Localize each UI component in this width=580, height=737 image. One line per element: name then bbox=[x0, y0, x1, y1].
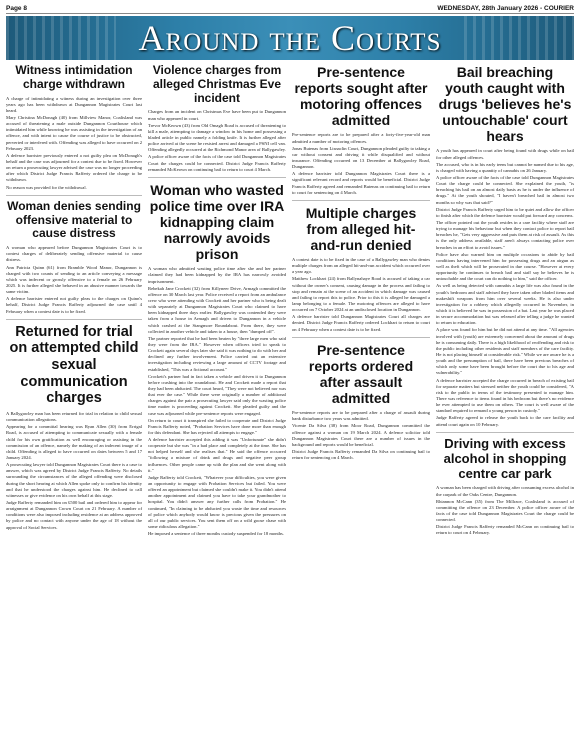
paragraph: Judge Rafferty remanded him on £500 bail and ordered him to appear for arraignment at Dungannon Crown Court on 21 February. A number of conditions were also imposed including residence at an address approved by police and no contact with anyone under the age of 18 without the approval of Social Services. bbox=[6, 499, 142, 530]
headline: Woman who wasted police time over IRA kidnapping claim narrowly avoids prison bbox=[149, 181, 285, 263]
story-body bbox=[436, 485, 574, 536]
story-witness bbox=[6, 64, 142, 196]
paragraph: Pre-sentence reports are to be prepared after a charge of assault during bank disturbance two years was admitted. bbox=[292, 410, 430, 422]
section-banner bbox=[6, 16, 574, 60]
paragraph: On return to court it transpired she failed to cooperate and District Judge Francis Rafferty noted, "Probation Services have done more than enough for this defendant. She has rejected all attempts to engage." bbox=[148, 417, 286, 435]
story-body bbox=[6, 245, 142, 315]
paragraph: A youth has appeared in court after being found with drugs while on bail for other alleged offences. bbox=[436, 148, 574, 160]
column-3 bbox=[292, 64, 430, 469]
paragraph: Charges from an incident on Christmas Eve have been put to Dungannon man who appeared in court. bbox=[148, 109, 286, 121]
headline: Woman denies sending offensive material to cause distress bbox=[7, 198, 141, 241]
paragraph: No reason was provided for the withdrawal. bbox=[6, 184, 87, 190]
banner-decoration bbox=[464, 16, 574, 60]
paragraph: Pre-sentence reports are to be prepared after a forty-five-year-old man admitted a number of motoring offences. bbox=[292, 132, 430, 144]
story-body bbox=[148, 266, 286, 537]
paragraph: A defence barrister accepted the charge occurred in breach of existing bail for separate matters but stressed neither the youth could be considered, "A risk to the public in terms of the testimony presented to manage him. There was reference to items found in his bedroom but there's no evidence he ever attempted to use them on others. The court is well aware of the standard required to remand a young person in custody." bbox=[436, 377, 574, 414]
headline: Returned for trial on attempted child sexual communication charges bbox=[9, 323, 139, 407]
headline: Pre-sentence reports sought after motoring offences admitted bbox=[294, 64, 428, 129]
story-presentence-assault bbox=[292, 342, 430, 466]
headline: Bail breaching youth caught with drugs 'believes he's untouchable' court hears bbox=[438, 64, 572, 145]
paragraph: Trevor McKeown (43) from Old Omagh Road is accused of threatening to kill a male, attempting to damage a window in his home and possessing a bladed article in public namely a folding knife. It is further alleged after police arrived at the scene he resisted arrest and damaged a PSNI cell van. Offending allegedly occurred at the Richmond Manor area of Ballygawley. bbox=[148, 122, 286, 153]
story-body bbox=[436, 148, 574, 427]
paragraph: A contest date is to be fixed in the case of a Ballygawley man who denies multiple charges from an alleged hit-and-run accident which occurred over a year ago. bbox=[292, 257, 430, 275]
paragraph: District Judge Francis Rafferty urged him to be quiet and allow the officer to finish after which the defence barrister would put forward any concerns. bbox=[436, 206, 574, 218]
paragraph: A defence barrister told Dungannon Magistrates Court there is a significant relevant record and reports would be beneficial. District Judge Francis Rafferty agreed and remanded Butenas on continuing bail to return to court for sentencing on 4 March. bbox=[292, 171, 430, 195]
paragraph: Judge Rafferty told Crockett, "Whatever your difficulties, you were given an opportunity to engage with Probation Services but failed. You were offered an appointment but claimed she couldn't make it. You didn't attend another appointment and claimed you have to take your grandmother to hospital. You didn't answer any further calls from Probation." He continued, "In claiming to be abducted you waste the time and resources of police which anybody would know is precious given the pressures on all of our public services. You sent them off on a wild goose chase with some ridiculous allegation." bbox=[148, 474, 286, 530]
headline: Driving with excess alcohol in shopping centre car park bbox=[443, 435, 567, 481]
paragraph: Police have also warned him on multiple occasions to abide by bail conditions having intervened him for possessing drugs and an airgun as well as theft which will be prosecuted in due course. "However at every opportunity he continues to breach bail and staff say he believes he is untouchable and the court can do nothing to him," said the officer. bbox=[436, 251, 574, 282]
paragraph: A defence barrister entered not guilty pleas to the charges on Quinn's behalf, District Judge Francis Rafferty adjourned the case until 4 February when a contest date is to be fixed. bbox=[6, 296, 142, 314]
story-body bbox=[148, 109, 286, 172]
paragraph: District Judge Francis Rafferty remanded McCann on continuing bail to return to court on 4 February. bbox=[436, 524, 574, 536]
paragraph: A charge of intimidating a witness during an investigation over three years ago has been withdrawn at Dungannon Magistrates Court last heard. bbox=[6, 95, 142, 113]
paragraph: As well as being detected with cannabis a large life was also found in the youth's bedroom and staff advised they have taken other bladed items and makeshift weapons from him over several weeks. He is also under investigation for a robbery which allegedly occurred in November, in which it is believed he was in possession of a bat. Last year he was placed in secure accommodation but was released after telling a judge he wanted to return to education. bbox=[436, 283, 574, 326]
paragraph: The accused, who is in his early teens but cannot be named due to his age, is charged with having a quantity of cannabis on 26 January. bbox=[436, 161, 574, 173]
paragraph: A defence barrister previously entered a not guilty plea on McDonagh's behalf and the case was adjourned for a contest due to be fixed. However on return a prosecuting lawyer advised the case was no longer proceeding after which District Judge Francis Rafferty ordered the charge to be withdrawn. bbox=[6, 152, 142, 183]
paragraph: The partner reported that he had been beaten by "three large men who said they were from the IRA." However when officers tried to speak to Crockett again several days later she said it was nothing to do with her and declined any further involvement. Police carried out an extensive investigation including reviewing a large amount of CCTV footage and established, "This was a fictional account." bbox=[148, 335, 286, 372]
paragraph: Vicente Da Silva (38) from Moor Road, Dungannon committed the offence against a woman on 19 March 2024. A defence solicitor told Dungannon Magistrates Court there are a number of issues in the background and reports would be beneficial. bbox=[292, 423, 430, 447]
paragraph: Ann Patricia Quinn (61) from Bramble Wood Manor, Dungannon is charged with two counts of sending to an article conveying a message which was indecent or grossly offensive to a female on 26 February 2025. It is further alleged she behaved in an abusive manner towards the same victim. bbox=[6, 264, 142, 295]
banner-title: Around the Courts bbox=[138, 18, 442, 58]
story-multiple bbox=[292, 205, 430, 338]
paragraph: A woman who appeared before Dungannon Magistrates Court is to contest charges of deliberately sending offensive material to cause distress. bbox=[6, 245, 142, 263]
headline: Witness intimidation charge withdrawn bbox=[15, 63, 133, 91]
paragraph: Matthew Lockhart (24) from Ballynahaye Road is accused of taking a car without the owner's consent, causing damage in the process and failing to stop and remain at the scene of an accident in which damage was caused and failing to report this to police. Prior to this it is alleged he damaged a lamp belonging to a female. The motoring offences are alleged to have occurred on 7 October 2024 at an undisclosed location in Dungannon. bbox=[292, 276, 430, 313]
paragraph: A defence barrister accepted this adding it was "Unfortunate" she didn't cooperate but she was "in a bad place and completely at the time. She has not helped herself and she realises that." He said the offence occurred "following a mixture of drink and drugs and negative peer group influences. Other people came up with the plan and she went along with it." bbox=[148, 437, 286, 473]
paragraph: Rebekah Jane Crockett (32) from Killyneer Drive, Armagh committed the offence on 30 March last year. Police received a report from an ambulance crew who were attending with Crockett and her partner who is being dealt with separately at Dungannon Magistrates Court who claimed to have been kidnapped three days earlier. Ballygawley was contended they were taken from a house in Armagh and driven to Dungannon in a vehicle which crashed at the Stangmore Roundabout. From there, they were collected in another vehicle and taken to a house, then "dumped off". bbox=[148, 285, 286, 334]
column-1 bbox=[6, 64, 142, 539]
paragraph: Appearing for a committal hearing was Ryan Allen (30) from Errigal Road, is accused of attempting to communicate sexually with a female child for his own gratification as well encouraging or assisting in the commission of an offence, namely the making of an indecent image of a child. Offending is alleged to have occurred on dates between 5 and 17 January 2024. bbox=[6, 424, 142, 460]
paragraph: Crockett's partner had in fact taken a vehicle and driven it to Dungannon before crashing into the roundabout. He and Crockett made a report that they had been abducted. The court heard, "They were not believed nor was that ever the case." While there were originally a number of additional charges against the pair a prosecuting lawyer said only the wasting police time matter is proceeding against Crockett. She pleaded guilty and the case was adjourned while pre-sentence reports were engaged. bbox=[148, 373, 286, 416]
paragraph: A woman has been charged with driving after consuming excess alcohol in the carpark of the Oaks Centre, Dungannon. bbox=[436, 485, 574, 497]
paragraph: A place was found for him but he did not attend at any time. "All agencies involved with (youth) are extremely concerned about the amount of drugs he is consuming daily. There is a high likelihood of reoffending and risk to the public including other residents and staff members of the care facility. He is not placing himself at considerable risk." While we are aware he is a youth and the presumption of bail, there have been previous breaches of which only some have been brought before the court due to his age and vulnerability." bbox=[436, 327, 574, 376]
column-4 bbox=[436, 64, 574, 545]
headline: Violence charges from alleged Christmas Eve incident bbox=[152, 63, 282, 105]
paragraph: A police officer aware of the facts of the case told Dungannon Magistrates Court the charges could be connected. District Judge Francis Rafferty remanded McKeown on continuing bail to return to court 4 March. bbox=[148, 154, 286, 172]
page-header bbox=[6, 4, 574, 14]
paragraph: A defence barrister told Dungannon Magistrates Court all charges are denied. District Judge Francis Rafferty ordered Lockhart to return to court on 4 February when a contest date is to be fixed. bbox=[292, 314, 430, 332]
story-body bbox=[292, 410, 430, 461]
story-returned bbox=[6, 324, 142, 535]
paragraph: Jonas Butenas from Lisnaclin Court, Dungannon pleaded guilty to taking a car without consent and driving it while disqualified and without insurance. Offending occurred on 13 December at Ballygawley Road, Dungannon. bbox=[292, 145, 430, 170]
story-woman-ira bbox=[148, 182, 286, 542]
paragraph: A woman who admitted wasting police time after she and her partner claimed they had been kidnapped by the IRA has narrowly avoided imprisonment. bbox=[148, 266, 286, 284]
story-bail bbox=[436, 64, 574, 433]
story-body bbox=[6, 96, 142, 191]
column-2 bbox=[148, 64, 286, 545]
story-body bbox=[6, 411, 142, 531]
story-body bbox=[292, 132, 430, 195]
story-violence bbox=[148, 64, 286, 178]
page-number: Page 8 bbox=[6, 5, 27, 12]
headline: Multiple charges from alleged hit-and-run denied bbox=[305, 204, 417, 253]
story-presentence-motoring bbox=[292, 64, 430, 201]
paragraph: The officer pointed out the youth resides in a care facility where staff are trying to manage his behaviour but when they contact police to report bail breaches he, "Gets very aggressive and puts them at risk of assault. As this is the only address available, staff aren't always contacting police over breaches in an effort to avoid issues." bbox=[436, 220, 574, 250]
paragraph: Judge Rafferty agreed to release the youth back to the care facility and attend court again on 10 February. bbox=[436, 415, 574, 427]
banner-decoration bbox=[6, 16, 116, 60]
paragraph: A Ballygawley man has been returned for trial in relation to child sexual communication allegations. bbox=[6, 411, 142, 423]
story-woman-offensive bbox=[6, 200, 142, 320]
paragraph: A prosecuting lawyer told Dungannon Magistrates Court there is a case to answer, which was agreed by District Judge Francis Rafferty. No details surrounding the circumstances of the alleged offending were disclosed during the short hearing at which Allen spoke only to confirm his identity and that he understood the charges against him. He declined to call witnesses or give evidence on his own behalf at this stage. bbox=[6, 462, 142, 498]
paragraph: Mary Christina McDonagh (40) from Millview Manor, Coalisland was accused of threatening a male outside Dungannon Courthouse which intimidated him while knowing he was assisting in the investigation of an offence, and with intent to cause the course of justice to be obstructed, perverted or interfered with. Offending was alleged to have occurred on 2 February 2023. bbox=[6, 115, 142, 151]
paragraph: Rhiannon McCann (35) from The Millrace, Coalisland is accused of committing the offence on 23 December. A police officer aware of the facts of the case told Dungannon Magistrates Court the charge could be connected. bbox=[436, 498, 574, 523]
issue-date: WEDNESDAY, 28th January 2026 - COURIER bbox=[437, 5, 574, 12]
paragraph: A police officer aware of the facts of the case told Dungannon Magistrates Court the charge could be connected. She explained the youth, "is breaching his bail on an almost daily basis as he is under the influence of drugs." At the youth shouted, "I haven't breached bail in almost two months so why was that said?" bbox=[436, 175, 574, 205]
headline: Pre-sentence reports ordered after assault admitted bbox=[308, 341, 414, 407]
story-body bbox=[292, 257, 430, 333]
paragraph: He imposed a sentence of three months custody suspended for 18 months. bbox=[148, 531, 284, 537]
paragraph: District Judge Francis Rafferty remanded Da Silva on continuing bail to return for sentencing on 4 March. bbox=[292, 448, 430, 461]
story-driving bbox=[436, 437, 574, 541]
